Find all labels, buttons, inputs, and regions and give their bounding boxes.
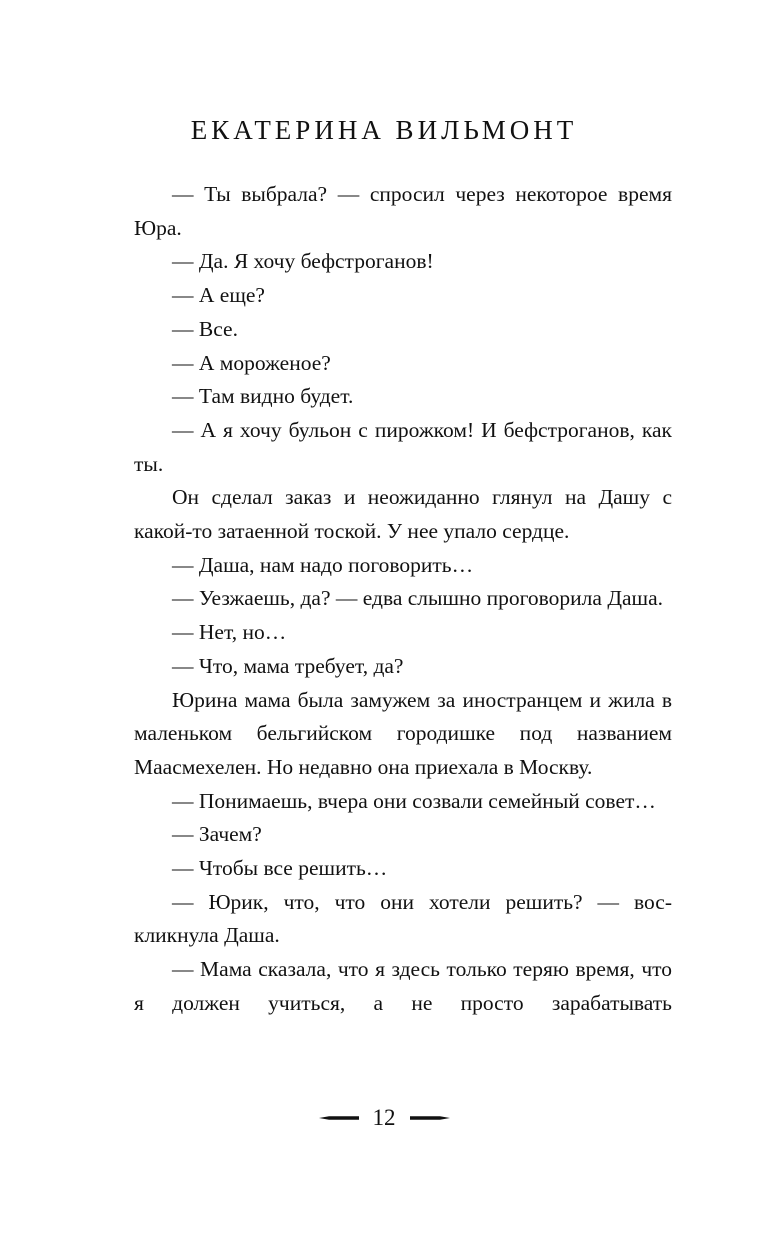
body-text — [134, 178, 672, 1021]
paragraph: — Да. Я хочу бефстроганов! — [172, 249, 434, 274]
page-folio — [0, 1103, 768, 1133]
folio-left-ornament — [319, 1116, 359, 1120]
paragraph-continued: — Мама сказала, что я здесь только теряю время, что я должен учиться, а не просто зарабатывать — [134, 957, 672, 1015]
paragraph: — Нет, но… — [172, 620, 287, 645]
page-number: 12 — [372, 1105, 396, 1130]
paragraph: — Юрик, что, что они хотели решить? — воскликнула Даша. — [134, 889, 672, 948]
paragraph: — Понимаешь, вчера они созвали семейный совет… — [172, 788, 656, 813]
paragraph: — Ты выбрала? — спросил через некоторое время Юра. — [134, 182, 672, 240]
paragraph: Он сделал заказ и неожиданно глянул на Дашу с какой-то затаенной тоской. У нее упало сердце. — [134, 485, 672, 544]
paragraph: — Что, мама требует, да? — [172, 653, 404, 678]
paragraph: — Там видно будет. — [172, 384, 354, 409]
paragraph: — А еще? — [172, 283, 265, 308]
paragraph: — А я хочу бульон с пирожком! И бефстроганов, как ты. — [134, 417, 672, 476]
running-head-author: ЕКАТЕРИНА ВИЛЬМОНТ — [190, 115, 578, 145]
paragraph: — Чтобы все решить… — [172, 856, 388, 881]
paragraph: Юрина мама была замужем за иностранцем и жила в маленьком бельгийском городишке под названием Маасмехелен. Но недавно она приехала в Москву. — [134, 687, 672, 779]
paragraph: — Уезжаешь, да? — едва слышно проговорила Даша. — [172, 586, 664, 611]
paragraph: — А мороженое? — [172, 350, 331, 375]
paragraph: — Зачем? — [172, 822, 262, 847]
paragraph: — Даша, нам надо поговорить… — [172, 552, 474, 577]
folio-right-ornament — [410, 1116, 450, 1120]
paragraph: — Все. — [172, 316, 238, 341]
